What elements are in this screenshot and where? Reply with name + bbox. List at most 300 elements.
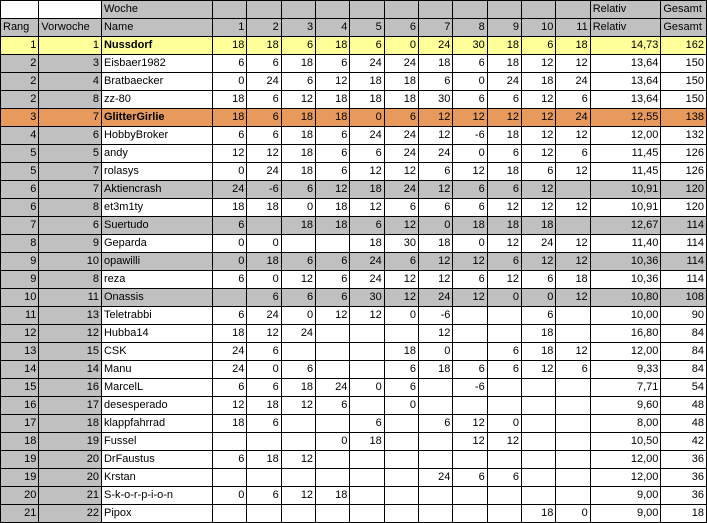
cell-week-1 [213, 289, 247, 307]
cell-week-2 [247, 469, 281, 487]
cell-week-10: 18 [522, 217, 556, 235]
cell-name: HobbyBroker [101, 127, 212, 145]
cell-gesamt: 120 [661, 199, 707, 217]
cell-week-2: 6 [247, 379, 281, 397]
cell-week-4: 18 [316, 37, 350, 55]
cell-relativ: 12,00 [590, 469, 661, 487]
table-row[interactable] [1, 505, 707, 523]
cell-relativ: 14,73 [590, 37, 661, 55]
table-row[interactable] [1, 55, 707, 73]
cell-week-2: 0 [247, 271, 281, 289]
cell-week-1: 6 [213, 127, 247, 145]
cell-week-5: 6 [350, 415, 384, 433]
cell-week-11: 12 [556, 235, 590, 253]
cell-week-5: 6 [350, 217, 384, 235]
table-head [1, 1, 707, 37]
table-row[interactable] [1, 289, 707, 307]
cell-gesamt: 36 [661, 469, 707, 487]
cell-week-3 [281, 505, 315, 523]
cell-week-7 [419, 397, 453, 415]
cell-week-1: 6 [213, 451, 247, 469]
table-row[interactable] [1, 397, 707, 415]
table-row[interactable] [1, 325, 707, 343]
cell-week-3: 18 [281, 163, 315, 181]
cell-week-11: 12 [556, 127, 590, 145]
table-row[interactable] [1, 181, 707, 199]
cell-week-9: 6 [487, 469, 521, 487]
group-header-woche: Woche [101, 1, 212, 19]
cell-relativ: 12,00 [590, 451, 661, 469]
cell-week-2: 6 [247, 55, 281, 73]
cell-week-11 [556, 469, 590, 487]
cell-week-1: 18 [213, 199, 247, 217]
cell-week-3: 18 [281, 379, 315, 397]
cell-week-7: 0 [419, 217, 453, 235]
cell-rang: 4 [1, 127, 39, 145]
cell-week-1: 0 [213, 253, 247, 271]
cell-week-7: 24 [419, 289, 453, 307]
cell-gesamt: 36 [661, 451, 707, 469]
cell-week-5 [350, 397, 384, 415]
column-header-week-3[interactable]: 3 [281, 19, 315, 37]
column-header-week-1[interactable]: 1 [213, 19, 247, 37]
cell-week-1: 6 [213, 217, 247, 235]
cell-relativ: 11,45 [590, 163, 661, 181]
table-row[interactable] [1, 379, 707, 397]
cell-name: Manu [101, 361, 212, 379]
cell-week-9: 6 [487, 91, 521, 109]
table-row[interactable] [1, 451, 707, 469]
cell-relativ: 7,71 [590, 379, 661, 397]
cell-gesamt: 150 [661, 55, 707, 73]
cell-week-5 [350, 469, 384, 487]
cell-week-5: 6 [350, 145, 384, 163]
cell-week-1: 6 [213, 55, 247, 73]
cell-week-10: 18 [522, 343, 556, 361]
cell-vorwoche: 6 [39, 217, 102, 235]
blank-corner-1 [1, 1, 39, 19]
cell-vorwoche: 20 [39, 469, 102, 487]
cell-week-6 [384, 433, 418, 451]
cell-week-7: 30 [419, 91, 453, 109]
cell-rang: 9 [1, 253, 39, 271]
cell-week-1: 18 [213, 91, 247, 109]
cell-week-10: 12 [522, 361, 556, 379]
table-row[interactable] [1, 127, 707, 145]
cell-week-4: 12 [316, 73, 350, 91]
cell-rang: 5 [1, 163, 39, 181]
table-row[interactable] [1, 433, 707, 451]
cell-week-9: 18 [487, 55, 521, 73]
cell-rang: 21 [1, 505, 39, 523]
cell-rang: 2 [1, 73, 39, 91]
cell-relativ: 12,67 [590, 217, 661, 235]
column-header-week-7[interactable]: 7 [419, 19, 453, 37]
cell-week-1: 12 [213, 145, 247, 163]
cell-rang: 6 [1, 181, 39, 199]
cell-week-11: 12 [556, 199, 590, 217]
cell-vorwoche: 12 [39, 325, 102, 343]
cell-week-11 [556, 217, 590, 235]
cell-week-2: 0 [247, 235, 281, 253]
cell-week-1: 18 [213, 325, 247, 343]
cell-week-2: 18 [247, 199, 281, 217]
cell-week-2: 24 [247, 73, 281, 91]
blank-corner-2 [39, 1, 102, 19]
cell-rang: 16 [1, 397, 39, 415]
cell-week-8: 0 [453, 73, 487, 91]
cell-name: CSK [101, 343, 212, 361]
cell-relativ: 10,91 [590, 181, 661, 199]
cell-gesamt: 84 [661, 343, 707, 361]
cell-week-6: 0 [384, 307, 418, 325]
cell-week-7 [419, 451, 453, 469]
column-header-relativ[interactable]: Relativ [590, 19, 661, 37]
column-header-gesamt[interactable]: Gesamt [661, 19, 707, 37]
table-row[interactable] [1, 361, 707, 379]
column-header-week-6[interactable]: 6 [384, 19, 418, 37]
cell-week-10 [522, 469, 556, 487]
cell-relativ: 10,91 [590, 199, 661, 217]
table-row[interactable] [1, 307, 707, 325]
cell-week-8: 12 [453, 289, 487, 307]
table-row[interactable] [1, 271, 707, 289]
cell-week-5: 18 [350, 235, 384, 253]
cell-week-4 [316, 469, 350, 487]
column-header-week-5[interactable]: 5 [350, 19, 384, 37]
cell-week-3 [281, 415, 315, 433]
cell-week-8 [453, 343, 487, 361]
table-row[interactable] [1, 253, 707, 271]
cell-week-10: 6 [522, 37, 556, 55]
column-header-name[interactable]: Name [101, 19, 212, 37]
cell-week-6 [384, 415, 418, 433]
cell-rang: 8 [1, 235, 39, 253]
cell-week-3: 6 [281, 253, 315, 271]
cell-week-7 [419, 487, 453, 505]
cell-vorwoche: 1 [39, 37, 102, 55]
cell-week-9: 6 [487, 361, 521, 379]
cell-week-2: 12 [247, 325, 281, 343]
table-row[interactable] [1, 487, 707, 505]
table-row[interactable] [1, 73, 707, 91]
cell-name: MarcelL [101, 379, 212, 397]
cell-week-5 [350, 361, 384, 379]
column-header-week-10[interactable]: 10 [522, 19, 556, 37]
cell-week-10: 12 [522, 253, 556, 271]
table-row[interactable] [1, 415, 707, 433]
cell-week-10: 12 [522, 181, 556, 199]
cell-name: andy [101, 145, 212, 163]
cell-vorwoche: 9 [39, 235, 102, 253]
cell-week-6: 24 [384, 181, 418, 199]
cell-vorwoche: 17 [39, 397, 102, 415]
cell-week-8: 6 [453, 271, 487, 289]
cell-vorwoche: 8 [39, 271, 102, 289]
cell-week-11 [556, 307, 590, 325]
cell-rang: 2 [1, 91, 39, 109]
group-header-week-1 [213, 1, 247, 19]
cell-gesamt: 114 [661, 271, 707, 289]
cell-week-3: 0 [281, 307, 315, 325]
cell-name: Fussel [101, 433, 212, 451]
cell-week-3: 12 [281, 487, 315, 505]
cell-relativ: 10,36 [590, 271, 661, 289]
cell-week-9: 12 [487, 433, 521, 451]
cell-week-5: 24 [350, 127, 384, 145]
cell-week-11: 24 [556, 109, 590, 127]
cell-week-3 [281, 469, 315, 487]
cell-week-10: 6 [522, 271, 556, 289]
cell-name: GlitterGirlie [101, 109, 212, 127]
cell-week-1: 18 [213, 109, 247, 127]
cell-week-7: 24 [419, 145, 453, 163]
cell-week-4: 6 [316, 271, 350, 289]
cell-week-4: 18 [316, 199, 350, 217]
cell-vorwoche: 16 [39, 379, 102, 397]
cell-week-5: 18 [350, 181, 384, 199]
cell-vorwoche: 8 [39, 91, 102, 109]
cell-rang: 3 [1, 109, 39, 127]
cell-week-6: 12 [384, 163, 418, 181]
cell-week-8: 12 [453, 253, 487, 271]
cell-rang: 6 [1, 199, 39, 217]
cell-week-10: 12 [522, 127, 556, 145]
cell-week-9: 18 [487, 127, 521, 145]
cell-week-7: 12 [419, 127, 453, 145]
cell-week-10: 12 [522, 91, 556, 109]
cell-week-10: 18 [522, 325, 556, 343]
cell-week-5: 12 [350, 199, 384, 217]
cell-week-6: 6 [384, 199, 418, 217]
cell-week-10: 24 [522, 235, 556, 253]
cell-week-4 [316, 325, 350, 343]
cell-rang: 19 [1, 469, 39, 487]
cell-week-8: 12 [453, 109, 487, 127]
cell-name: Eisbaer1982 [101, 55, 212, 73]
group-header-row [1, 1, 707, 19]
cell-week-11: 18 [556, 271, 590, 289]
cell-name: Aktiencrash [101, 181, 212, 199]
cell-name: Krstan [101, 469, 212, 487]
table-row[interactable] [1, 199, 707, 217]
cell-week-6 [384, 469, 418, 487]
cell-week-8: 18 [453, 217, 487, 235]
cell-week-4 [316, 235, 350, 253]
cell-vorwoche: 11 [39, 289, 102, 307]
cell-week-4: 6 [316, 127, 350, 145]
cell-week-4: 12 [316, 307, 350, 325]
cell-week-10: 18 [522, 505, 556, 523]
cell-week-1: 12 [213, 397, 247, 415]
cell-week-6: 12 [384, 271, 418, 289]
cell-week-11: 12 [556, 253, 590, 271]
cell-week-3: 12 [281, 91, 315, 109]
cell-vorwoche: 22 [39, 505, 102, 523]
cell-week-11 [556, 451, 590, 469]
cell-week-5: 18 [350, 433, 384, 451]
cell-week-2: 6 [247, 343, 281, 361]
cell-week-2: 6 [247, 487, 281, 505]
cell-week-1: 6 [213, 379, 247, 397]
cell-week-11: 12 [556, 343, 590, 361]
cell-week-11: 6 [556, 361, 590, 379]
cell-week-6: 6 [384, 361, 418, 379]
cell-week-11: 6 [556, 145, 590, 163]
cell-rang: 14 [1, 361, 39, 379]
cell-week-2: 18 [247, 37, 281, 55]
cell-relativ: 16,80 [590, 325, 661, 343]
cell-week-9 [487, 505, 521, 523]
cell-week-4: 18 [316, 487, 350, 505]
cell-relativ: 10,00 [590, 307, 661, 325]
table-row[interactable] [1, 217, 707, 235]
cell-week-4: 12 [316, 181, 350, 199]
cell-gesamt: 54 [661, 379, 707, 397]
cell-week-3: 6 [281, 73, 315, 91]
table-row[interactable] [1, 91, 707, 109]
table-row[interactable] [1, 163, 707, 181]
cell-week-9: 6 [487, 181, 521, 199]
cell-week-2: 18 [247, 253, 281, 271]
cell-week-2 [247, 433, 281, 451]
table-row[interactable] [1, 343, 707, 361]
cell-vorwoche: 3 [39, 55, 102, 73]
cell-week-10: 6 [522, 163, 556, 181]
cell-week-5: 24 [350, 271, 384, 289]
cell-vorwoche: 14 [39, 361, 102, 379]
table-row[interactable] [1, 109, 707, 127]
cell-gesamt: 114 [661, 217, 707, 235]
cell-rang: 5 [1, 145, 39, 163]
cell-week-7: 12 [419, 109, 453, 127]
cell-rang: 15 [1, 379, 39, 397]
column-header-rang[interactable]: Rang [1, 19, 39, 37]
cell-name: rolasys [101, 163, 212, 181]
cell-week-1: 24 [213, 181, 247, 199]
table-row[interactable] [1, 37, 707, 55]
cell-week-8 [453, 307, 487, 325]
cell-week-6: 12 [384, 217, 418, 235]
column-header-week-8[interactable]: 8 [453, 19, 487, 37]
cell-name: opawilli [101, 253, 212, 271]
cell-week-9: 18 [487, 37, 521, 55]
cell-relativ: 9,33 [590, 361, 661, 379]
column-header-vorwoche[interactable]: Vorwoche [39, 19, 102, 37]
cell-week-4: 6 [316, 397, 350, 415]
cell-gesamt: 114 [661, 235, 707, 253]
cell-week-4: 6 [316, 163, 350, 181]
cell-week-3 [281, 343, 315, 361]
cell-week-8 [453, 505, 487, 523]
cell-week-7 [419, 433, 453, 451]
cell-week-11: 24 [556, 73, 590, 91]
cell-week-3: 12 [281, 271, 315, 289]
cell-week-3 [281, 433, 315, 451]
cell-gesamt: 48 [661, 397, 707, 415]
cell-rang: 17 [1, 415, 39, 433]
cell-relativ: 12,00 [590, 127, 661, 145]
cell-week-1 [213, 433, 247, 451]
cell-week-7: 12 [419, 253, 453, 271]
cell-week-6 [384, 325, 418, 343]
cell-week-5 [350, 505, 384, 523]
cell-week-2: 6 [247, 289, 281, 307]
cell-vorwoche: 15 [39, 343, 102, 361]
cell-week-4 [316, 415, 350, 433]
cell-relativ: 13,64 [590, 91, 661, 109]
cell-week-7: 12 [419, 325, 453, 343]
cell-week-6 [384, 451, 418, 469]
cell-week-8: 12 [453, 163, 487, 181]
cell-relativ: 9,60 [590, 397, 661, 415]
cell-week-9: 12 [487, 271, 521, 289]
cell-week-2: 24 [247, 163, 281, 181]
column-header-week-4[interactable]: 4 [316, 19, 350, 37]
cell-week-8: 6 [453, 469, 487, 487]
cell-rang: 2 [1, 55, 39, 73]
cell-week-6: 6 [384, 109, 418, 127]
cell-week-8: -6 [453, 127, 487, 145]
group-header-week-11 [556, 1, 590, 19]
cell-week-9: 6 [487, 145, 521, 163]
cell-vorwoche: 19 [39, 433, 102, 451]
cell-relativ: 10,80 [590, 289, 661, 307]
cell-rang: 10 [1, 289, 39, 307]
cell-week-3: 6 [281, 37, 315, 55]
cell-relativ: 13,64 [590, 55, 661, 73]
cell-vorwoche: 13 [39, 307, 102, 325]
cell-week-6: 24 [384, 127, 418, 145]
cell-name: Hubba14 [101, 325, 212, 343]
cell-week-11: 6 [556, 91, 590, 109]
cell-week-8 [453, 397, 487, 415]
cell-name: et3m1ty [101, 199, 212, 217]
table-row[interactable] [1, 469, 707, 487]
cell-week-9 [487, 487, 521, 505]
cell-week-9 [487, 397, 521, 415]
cell-week-3: 12 [281, 397, 315, 415]
cell-name: Nussdorf [101, 37, 212, 55]
column-header-week-9[interactable]: 9 [487, 19, 521, 37]
cell-week-9: 18 [487, 163, 521, 181]
cell-week-2: -6 [247, 181, 281, 199]
cell-gesamt: 84 [661, 361, 707, 379]
cell-week-8: -6 [453, 379, 487, 397]
table-row[interactable] [1, 145, 707, 163]
cell-week-5 [350, 325, 384, 343]
cell-week-3: 6 [281, 361, 315, 379]
column-header-week-2[interactable]: 2 [247, 19, 281, 37]
cell-week-7: 6 [419, 163, 453, 181]
cell-gesamt: 120 [661, 181, 707, 199]
table-row[interactable] [1, 235, 707, 253]
cell-week-8 [453, 325, 487, 343]
table-body [1, 37, 707, 523]
cell-week-10: 12 [522, 109, 556, 127]
cell-week-3: 18 [281, 55, 315, 73]
cell-week-10 [522, 451, 556, 469]
cell-week-1: 6 [213, 271, 247, 289]
cell-week-5: 18 [350, 73, 384, 91]
cell-gesamt: 108 [661, 289, 707, 307]
column-header-week-11[interactable]: 11 [556, 19, 590, 37]
cell-week-4: 6 [316, 253, 350, 271]
cell-week-10: 0 [522, 289, 556, 307]
cell-week-6: 30 [384, 235, 418, 253]
cell-week-6: 24 [384, 55, 418, 73]
cell-week-9 [487, 325, 521, 343]
